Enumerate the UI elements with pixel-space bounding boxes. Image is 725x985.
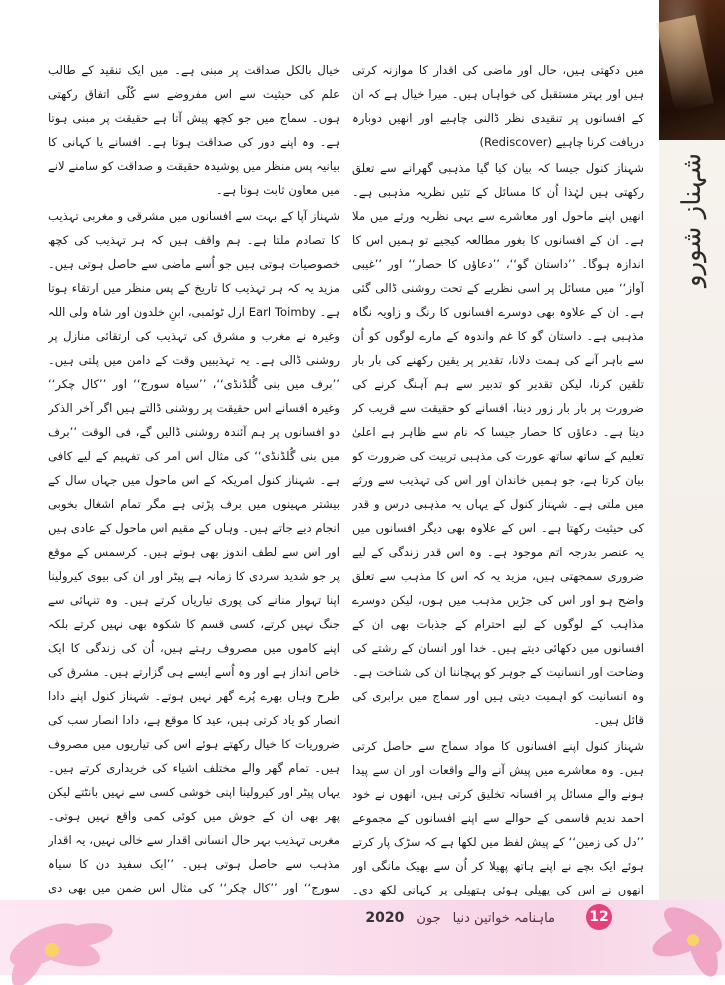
author-name: شہناز شورو <box>677 153 707 287</box>
page-number: 12 <box>586 904 612 930</box>
paragraph: شہناز کنول اپنے افسانوں کا مواد سماج سے حاصل کرتی ہیں۔ وہ معاشرے میں پیش آنے والے واقعات اور ان سے پیدا ہونے والے مسائل پر افسانہ تخلیق کرتی ہیں، انھوں نے خود احمد ندیم قاسمی کے حوالے سے اپنے افسانوں کے مجموعے ’’دل کی زمین‘‘ کے پیش لفظ میں لکھا ہے کہ سڑک پار کرتے ہوئے ایک بچے نے اپنے ہاتھ پھیلا کر اُن سے بھیک مانگی اور انھوں نے اس کی پھیلی ہوئی ہتھیلی پر کہانی لکھ دی۔ <box>352 739 644 896</box>
paragraph: شہناز آپا کے بہت سے افسانوں میں مشرقی و مغربی تہذیب کا تصادم ملتا ہے۔ ہم واقف ہیں کہ ہر تہذیب کی کچھ خصوصیات ہوتی ہیں جو اُسے ماضی سے حاصل ہوتی ہیں۔ مزید یہ کہ ہر تہذیب کا تاریخ کے پس منظر میں ارتقاء ہوتا ہے۔ Earl Toimby ارل ٹوئمبی، ابنِ خلدون اور شاہ ولی اللہ وغیرہ نے مغرب و مشرق کی تہذیب کی ارتقائی منازل پر روشنی ڈالی ہے۔ یہ تہذیبیں وقت کے دامن میں پلتی ہیں۔ ’’برف میں بنی گُلڈنڈی‘‘، ’’سیاہ سورج‘‘ اور ’’کال چکر‘‘ وغیرہ افسانے اس حقیقت پر روشنی ڈالتے ہیں اگر آخر الذکر دو افسانوں پر ہم آئندہ روشنی ڈالیں گے، فی الوقت ’’برف میں بنی گُلڈنڈی‘‘ کی مثال اس امر کی تفہیم کے لیے کافی ہے۔ شہناز کنول امریکہ کے اس ماحول میں جہاں سال کے بیشتر مہینوں میں برف پڑتی ہے مگر تمام اشغال بخوبی انجام دیے جاتے ہیں۔ وہاں کے مقیم اس ماحول کے عادی ہیں اور اس سے لطف اندوز بھی ہوتے ہیں۔ کرسمس کے موقع پر جو شدید سردی کا زمانہ ہے پیٹر اور ان کی بیوی کیرولینا اپنا تہوار منانے کی پوری تیاریاں کرتے ہیں۔ وہ تنہائی سے جنگ نہیں کرتے، کسی قسم کا شکوہ بھی نہیں کرتے بلکہ اپنے کاموں میں مصروف رہتے ہیں، اُن کی زندگی کا ایک خاص انداز ہے اور وہ اُسے ایسے ہی گزارتے ہیں۔ مشرق کی طرح وہاں بھرے پُرے گھر نہیں ہوتے۔ شہناز کنول اپنے دادا انصار کو یاد کرتی ہیں، عید کا موقع ہے، دادا انصار سب کی ضروریات کا خیال رکھتے ہوئے اس کی تیاریوں میں مصروف ہیں۔ تمام گھر والے مختلف اشیاء کی خریداری کرتے ہیں۔ یہاں پیٹر اور کیرولینا اپنی خوشی کسی سے نہیں بانٹتے لیکن پھر بھی ان کے جوش میں کوئی کمی واقع نہیں ہوتی۔ مغربی تہذیب بہر حال انسانی اقدار سے خالی نہیں، یہ اقدار مذہب سے حاصل ہوتی ہیں۔ ’’ایک سفید دن کا سیاہ سورج‘‘ اور ’’کال چکر‘‘ کی مثال اس ضمن میں بھی دی <box>48 209 340 895</box>
text-column-left <box>48 58 340 896</box>
author-side-label <box>669 150 715 290</box>
issue-month: جون <box>416 910 441 926</box>
side-photo <box>659 0 725 140</box>
flower-decoration-right <box>623 880 725 980</box>
text-column-right <box>352 58 644 896</box>
issue-year: 2020 <box>365 910 405 926</box>
paragraph: میں دکھتی ہیں، حال اور ماضی کی اقدار کا موازنہ کرتی ہیں اور بہتر مستقبل کی خواہاں ہیں۔ میرا خیال ہے کہ ان کے افسانوں پر تنقیدی نظر ڈالنی چاہیے اور انھیں دوبارہ دریافت کرنا چاہیے (Rediscover) <box>352 63 644 149</box>
flower-decoration-left <box>0 890 150 985</box>
footer-info <box>365 904 555 932</box>
magazine-title: ماہنامہ خواتین دنیا <box>452 910 555 926</box>
paragraph: شہناز کنول جیسا کہ بیان کیا گیا مذہبی گھرانے سے تعلق رکھتی ہیں لہٰذا اُن کا مسائل کے تئیں نظریہ مذہبی ہے۔ انھیں اپنے ماحول اور معاشرے سے یہی نظریہ ورثے میں ملا ہے۔ ان کے افسانوں کا بغور مطالعہ کیجیے تو ہمیں اس کا اندازہ ہوگا۔ ’’داستان گو‘‘، ’’دعاؤں کا حصار‘‘ اور ’’غیبی آواز‘‘ میں مسائل پر اسی نظریے کے تحت روشنی ڈالی گئی ہے۔ ان کے علاوہ بھی دوسرے افسانوں کا رنگ و زاویہ نگاہ مذہبی ہے۔ داستان گو کا غم واندوہ کے مارے لوگوں کو اُن سے باہر آنے کی ہمت دلانا، تقدیر پر یقین رکھنے کی بار بار تلقین کرنا، لیکن تقدیر کو تدبیر سے ہم آہنگ کرنے کی ضرورت پر بار بار زور دینا، افسانے کو حقیقت سے قریب کر دیتا ہے۔ دعاؤں کا حصار جیسا کہ نام سے ظاہر ہے اعلیٰ تعلیم کے ساتھ ساتھ عورت کی مذہبی تربیت کی ضرورت کو بیان کرتا ہے، جو ہمیں خاندان اور اس کی تہذیب سے ورثے میں ملتی ہے۔ شہناز کنول کے یہاں یہ مذہبی درس و قدر کی حیثیت رکھتا ہے۔ اس کے علاوہ بھی دیگر افسانوں میں یہ عنصر بدرجہ اتم موجود ہے۔ وہ اس قدر زندگی کے لیے ضروری سمجھتی ہیں، مزید یہ کہ اس کا مذہب سے تعلق واضح ہو اور اس کی جڑیں مذہب میں ہوں، لیکن دوسرے مذاہب کے لوگوں کے لیے احترام کے جذبات بھی ان کے افسانوں میں دکھائی دیتے ہیں۔ خدا اور انسان کے رشتے کی وضاحت اور انسانیت کے جوہر کو پہچاننا ان کی شناخت ہے۔ وہ انسانیت کو اہمیت دیتی ہیں اور سماج میں برابری کی قائل ہیں۔ <box>352 161 644 727</box>
paragraph: خیال بالکل صداقت پر مبنی ہے۔ میں ایک تنقید کے طالب علم کی حیثیت سے اس مفروضے سے کُلّی اتفاق رکھتی ہوں۔ سماج میں جو کچھ پیش آتا ہے حقیقت پر مبنی ہوتا ہے۔ وہ اپنے دور کی صداقت ہوتا ہے۔ افسانے یا کہانی کا بیانیہ پس منظر میں پوشیدہ حقیقت و صداقت کو سامنے لانے میں معاون ثابت ہوتا ہے۔ <box>48 63 340 197</box>
